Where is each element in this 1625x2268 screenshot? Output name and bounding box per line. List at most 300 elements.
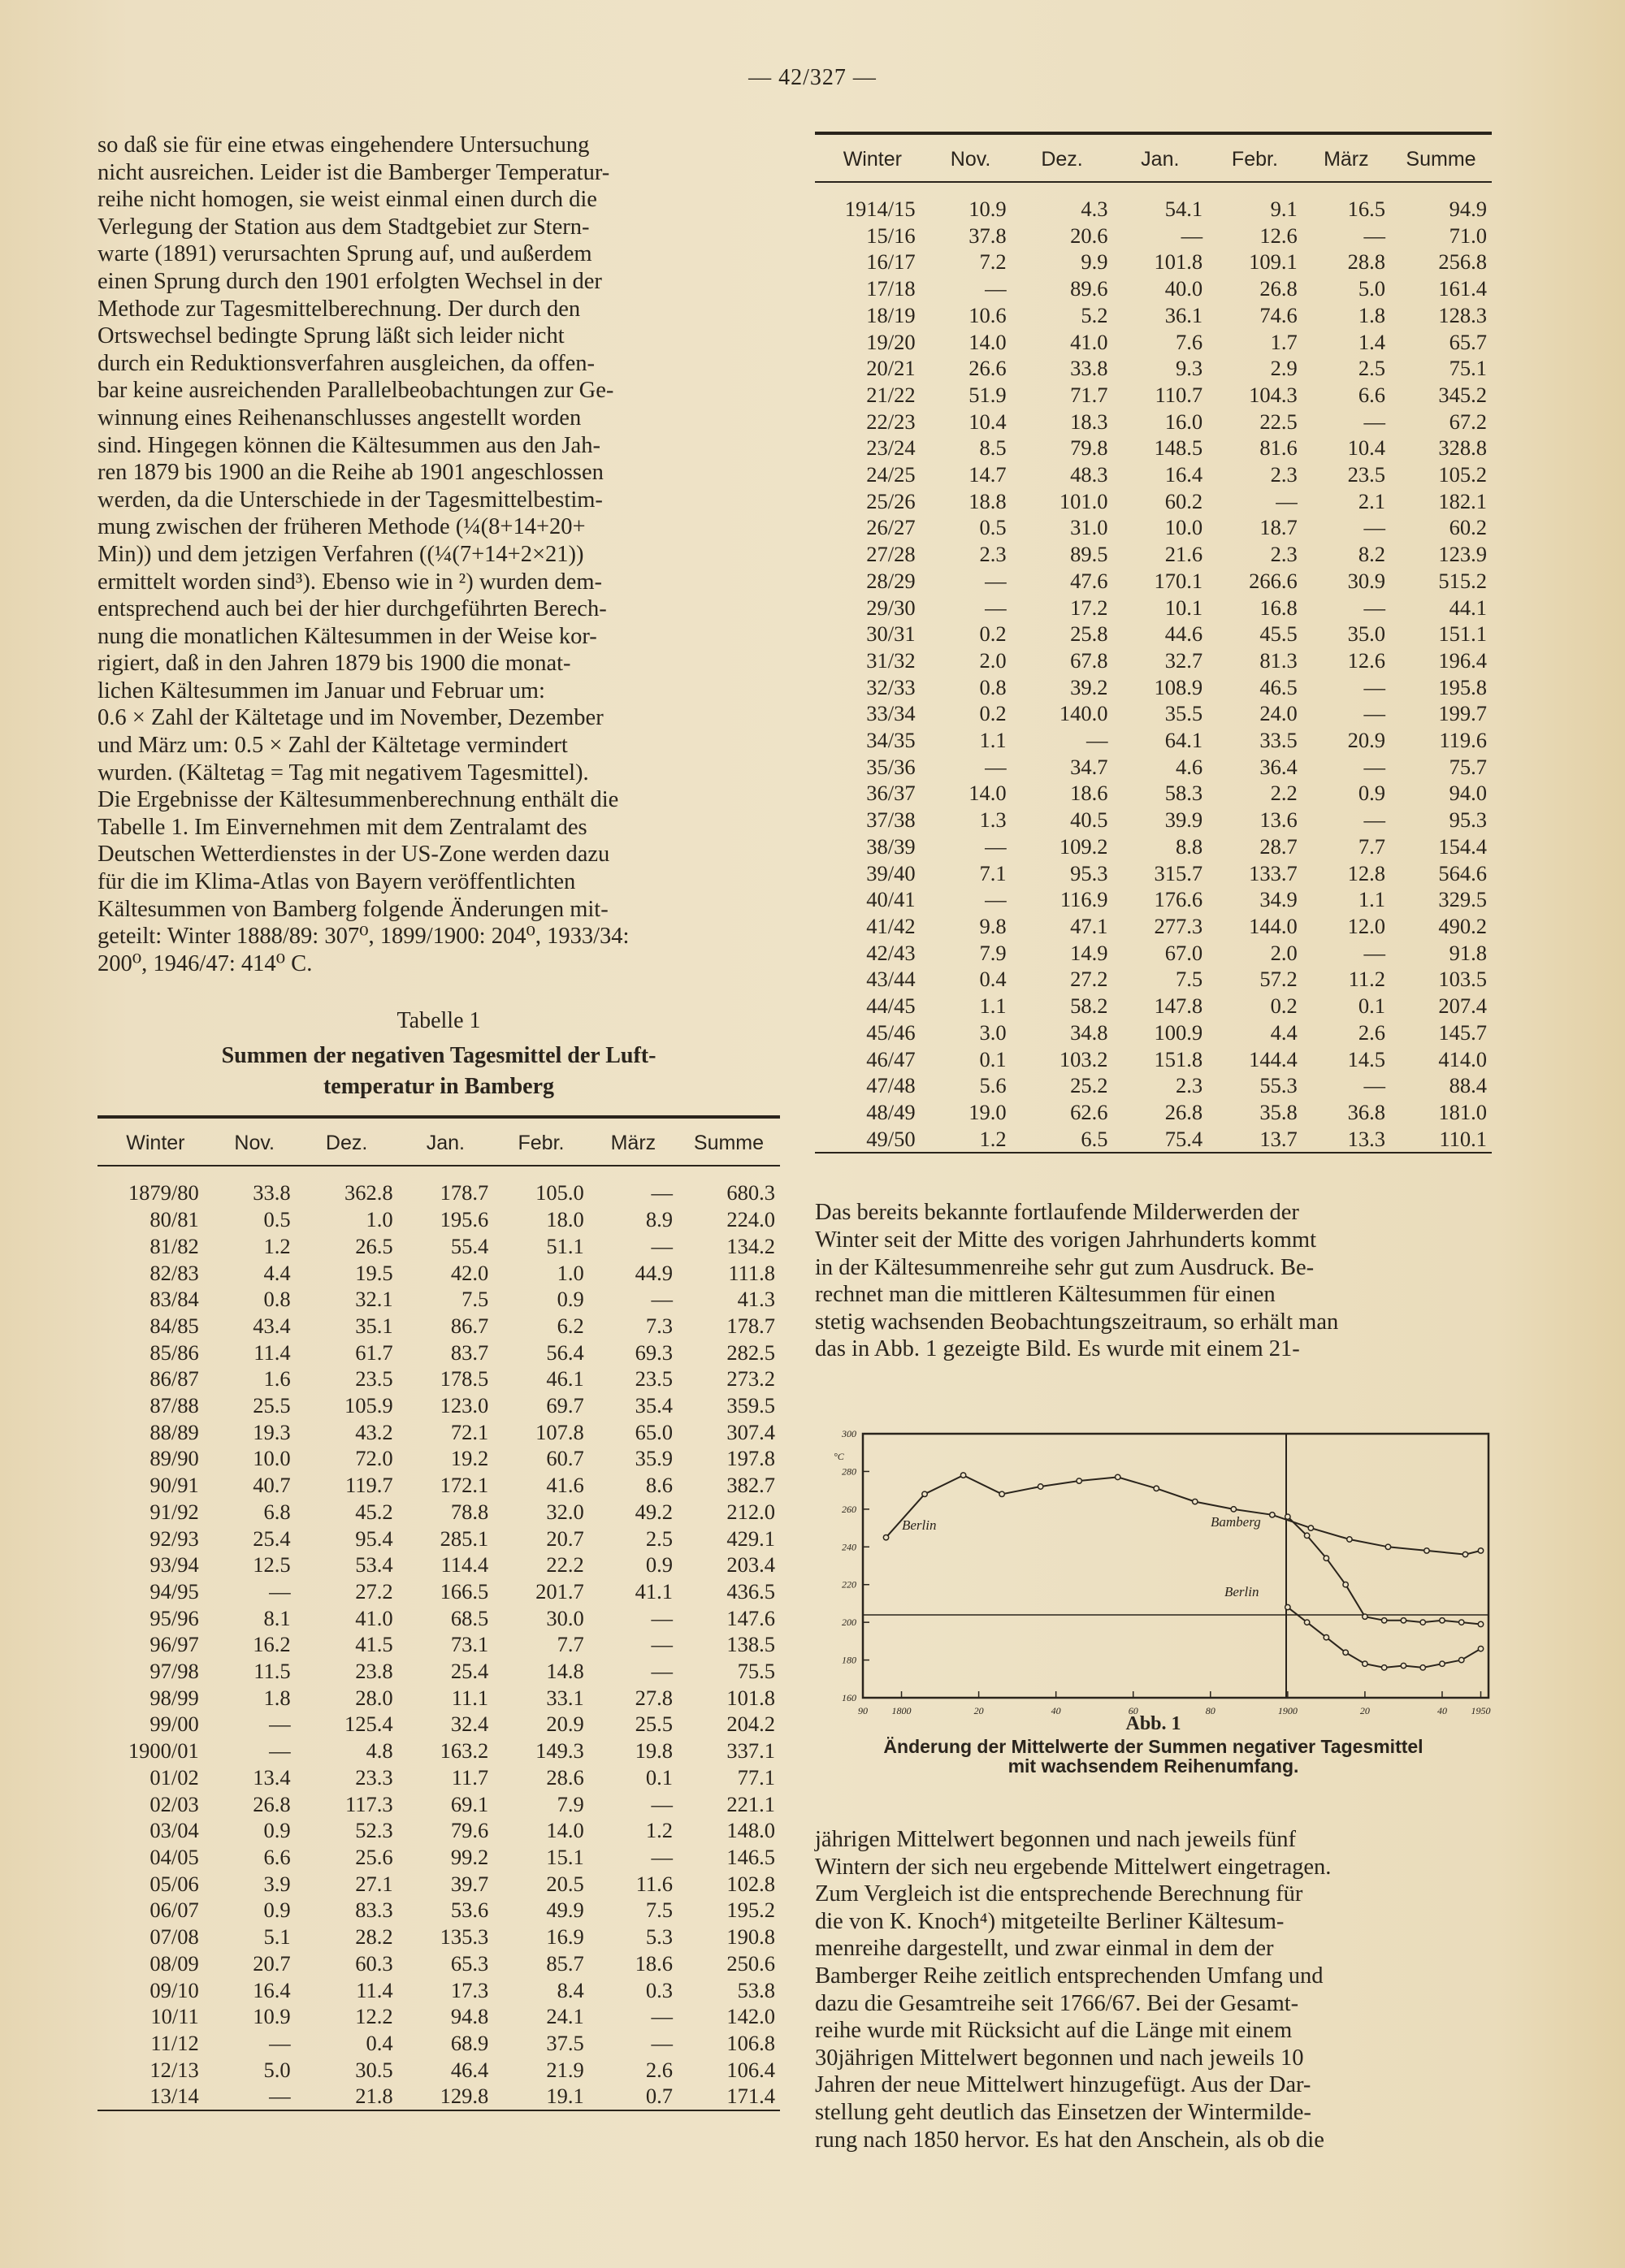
table-title-line-2: temperatur in Bamberg [323,1074,555,1100]
table-cell: 36.8 [1347,1099,1385,1124]
table-row [815,568,1492,595]
table-cell: 21.8 [296,2083,398,2110]
text-line: lichen Kältesummen im Januar und Februar um: [98,677,545,703]
table-cell: 2.0 [1270,940,1298,965]
table-cell: 34.9 [1259,887,1298,912]
table-row [98,1950,780,1977]
table-row [815,886,1492,913]
table-cell: 35.1 [355,1313,393,1338]
right-paragraph-1 [815,1199,1492,1363]
table-row [98,1313,780,1340]
y-tick-label: 200 [842,1617,856,1629]
right-column [815,132,1492,1363]
table-cell: 250.6 [726,1950,775,1976]
table-cell: 13.7 [1207,1126,1302,1153]
text-line: stetig wachsenden Beobachtungszeitraum, so erhält man [815,1309,1339,1335]
table-cell: 0.5 [263,1207,291,1232]
table-cell: — [1363,940,1385,965]
table-cell: 154.4 [1438,833,1487,859]
table-cell: 42/43 [866,940,916,965]
table-cell: 35.9 [635,1446,673,1471]
table-cell: 2.2 [1270,781,1298,806]
figure-caption [815,1714,1492,1776]
table-cell: 37/38 [866,807,916,833]
label-berlin-period: Berlin [1224,1584,1259,1599]
text-line: Verlegung der Station aus dem Stadtgebiet zur Stern- [98,214,590,240]
table-cell: — [985,833,1007,859]
table-row [98,1526,780,1552]
table-row [98,1817,780,1844]
table-cell: 54.1 [1164,197,1203,221]
table-cell: 93/94 [150,1552,199,1578]
table-cell: 10/11 [150,2004,199,2029]
table-cell: 36/37 [866,781,916,806]
table-row [815,275,1492,302]
table-row [98,1552,780,1578]
header-dez: Dez. [296,1117,398,1166]
table-cell: 7.9 [557,1791,584,1816]
table-cell: 176.6 [1154,887,1203,912]
table-cell: 6.6 [263,1844,291,1869]
table-cell: 109.1 [1249,249,1298,275]
page-number: — 42/327 — [748,65,877,90]
header-nov: Nov. [930,133,1012,182]
table-cell: 7.7 [557,1632,584,1657]
table-cell: 146.5 [726,1844,775,1869]
table-cell: 1.4 [1358,329,1385,354]
text-line: sind. Hingegen können die Kältesummen aus den Jah- [98,432,600,458]
table-row [98,1738,780,1764]
table-cell: 77.1 [737,1764,775,1790]
data-point [960,1473,965,1478]
text-line: nicht ausreichen. Leider ist die Bamberger Temperatur- [98,159,610,185]
data-point [1231,1507,1236,1512]
table-cell: 0.7 [589,2083,678,2110]
table-cell: 28.0 [355,1685,393,1710]
table-cell: 12.6 [1347,647,1385,673]
data-point [1420,1665,1425,1670]
table-cell: — [214,2083,296,2110]
table-cell: 72.0 [355,1446,393,1471]
table-cell: — [651,1844,673,1869]
table-cell: 101.0 [1059,488,1108,513]
table-cell: 26.8 [1259,276,1298,301]
table-cell: — [651,1180,673,1205]
table-cell: 95/96 [150,1605,199,1630]
table-cell: 12.8 [1347,860,1385,885]
table-cell: 212.0 [726,1499,775,1524]
table-row [98,2083,780,2110]
table-cell: 46.4 [450,2057,489,2082]
table-cell: 45.2 [355,1499,393,1524]
table-cell: 119.7 [344,1473,393,1498]
table-cell: 14.7 [968,462,1007,487]
table-cell: 01/02 [150,1764,199,1790]
table-cell: — [651,1605,673,1630]
header-maerz: März [589,1117,678,1166]
table-cell: 86.7 [450,1313,489,1338]
table-cell: 207.4 [1438,993,1487,1019]
text-line: Methode zur Tagesmittelberechnung. Der durch den [98,296,581,322]
table-cell: 11.4 [356,1977,393,2002]
table-cell: 103.2 [1059,1046,1108,1071]
table-cell: 25.5 [635,1712,673,1737]
y-tick-label: 240 [842,1541,856,1553]
table-cell: — [1363,701,1385,726]
table-cell: 7.1 [979,860,1007,885]
y-tick-label: 280 [842,1465,856,1478]
table-cell: 359.5 [726,1393,775,1418]
table-cell: 83.3 [355,1898,393,1923]
table-cell: 16.2 [253,1632,291,1657]
table-cell: 56.4 [546,1340,584,1365]
table-cell: 75.7 [1449,754,1487,779]
table-cell: 4.4 [1270,1019,1298,1045]
table-cell: — [269,1738,291,1764]
table-cell: 4.3 [1081,197,1108,221]
table-cell: 144.0 [1249,913,1298,938]
data-point [922,1491,927,1496]
text-line: das in Abb. 1 gezeigte Bild. Es wurde mit einem 21- [815,1336,1300,1362]
table-cell: 65.0 [635,1419,673,1444]
table-cell: 81.3 [1259,647,1298,673]
table-cell: 22/23 [866,409,916,434]
table-cell: 564.6 [1438,860,1487,885]
table-cell: 203.4 [726,1552,775,1578]
data-point [1343,1582,1348,1587]
table-cell: 36.4 [1259,754,1298,779]
table-cell: 195.6 [440,1207,489,1232]
data-point [1459,1657,1464,1662]
table-cell: 6.6 [1358,382,1385,407]
table-cell: 345.2 [1438,382,1487,407]
table-cell: 35.0 [1347,621,1385,647]
table-cell: 88/89 [150,1419,199,1444]
table-row [98,1206,780,1233]
table-row [98,1977,780,2004]
table-cell: 62.6 [1070,1099,1108,1124]
table-cell: 33.8 [1070,356,1108,381]
table-cell: 40.7 [253,1473,291,1498]
table-cell: 28/29 [866,568,916,593]
table-cell: 95.4 [355,1526,393,1551]
table-cell: 68.5 [450,1605,489,1630]
table-cell: 27.8 [635,1685,673,1710]
table-cell: 40.5 [1070,807,1108,833]
table-cell: 41.0 [1070,329,1108,354]
table-row [98,1924,780,1950]
table-cell: 0.2 [979,621,1007,647]
table-cell: 125.4 [344,1712,393,1737]
table-row [98,1631,780,1658]
table-cell: 26.8 [1164,1099,1203,1124]
table-cell: — [1363,807,1385,833]
text-line: und März um: 0.5 × Zahl der Kältetage vermindert [98,733,568,759]
table-cell: 256.8 [1438,249,1487,275]
table-cell: 20.5 [546,1871,584,1896]
table-cell: 25.4 [253,1526,291,1551]
text-line: durch ein Reduktionsverfahren ausgleichen, da offen- [98,350,595,376]
table-cell: 1.1 [1358,887,1385,912]
data-point [1401,1663,1406,1668]
table-cell: 382.7 [726,1473,775,1498]
table-cell: 0.2 [1270,993,1298,1019]
table-cell: 49.9 [546,1898,584,1923]
text-line: bar keine ausreichenden Parallelbeobachtungen zur Ge- [98,378,614,404]
header-febr: Febr. [1207,133,1302,182]
header-summe: Summe [678,1117,780,1166]
table-title [98,1041,780,1102]
table-cell: 2.5 [645,1526,673,1551]
text-line: rigiert, daß in den Jahren 1879 bis 1900 die monat- [98,651,571,677]
figure-caption-line-2: mit wachsendem Reihenumfang. [1008,1755,1299,1777]
table-cell: — [651,2004,673,2029]
table-row [98,2057,780,2084]
table-row [98,1605,780,1632]
table-cell: 170.1 [1154,568,1203,593]
figure-frame [863,1434,1488,1698]
table-cell: 4.8 [366,1738,393,1764]
table-cell: 79.6 [450,1818,489,1843]
table-cell: 75.5 [737,1659,775,1684]
text-line: ren 1879 bis 1900 an die Reihe ab 1901 angeschlossen [98,460,604,486]
table-cell: 27.1 [355,1871,393,1896]
data-point [1478,1621,1483,1626]
table-row [815,647,1492,674]
table-cell: 337.1 [726,1738,775,1764]
table-cell: 1879/80 [128,1180,199,1205]
table-cell: 18.7 [1259,515,1298,540]
text-line: rechnet man die mittleren Kältesummen für einen [815,1282,1276,1308]
text-line: Jahren der neue Mittelwert hinzugefügt. Aus der Dar- [815,2072,1311,2098]
table-cell: 41/42 [866,913,916,938]
table-cell: 11/12 [150,2030,199,2055]
table-cell: 85/86 [150,1340,199,1365]
table-cell: 12.5 [253,1552,291,1578]
header-jan: Jan. [1113,133,1208,182]
table-cell: 273.2 [726,1366,775,1392]
table-cell: 197.8 [726,1446,775,1471]
table-row [815,860,1492,887]
table-row [98,1286,780,1313]
table-cell: 58.2 [1070,993,1108,1019]
table-cell: 1900/01 [128,1738,199,1764]
text-line: Ortswechsel bedingte Sprung läßt sich leider nicht [98,323,565,349]
table-cell: 67.8 [1070,647,1108,673]
header-winter: Winter [815,133,930,182]
table-cell: 23.5 [1347,462,1385,487]
table-cell: 436.5 [726,1578,775,1604]
table-cell: 123.0 [440,1393,489,1418]
text-line: einen Sprung durch den 1901 erfolgten Wechsel in der [98,268,602,294]
text-line: Die Ergebnisse der Kältesummenberechnung enthält die [98,787,619,813]
table-cell: 40.0 [1164,276,1203,301]
table-cell: 30.5 [355,2057,393,2082]
table-cell: 32.0 [546,1499,584,1524]
table-cell: 94/95 [150,1578,199,1604]
table-cell: 87/88 [150,1393,199,1418]
table-row [98,1472,780,1499]
table-cell: 45.5 [1259,621,1298,647]
table-cell: 100.9 [1154,1019,1203,1045]
data-point [1381,1665,1386,1670]
table-cell: 2.5 [1358,356,1385,381]
table-cell: 30.9 [1347,568,1385,593]
table-cell: 12.0 [1347,913,1385,938]
data-point [1116,1474,1120,1479]
table-row [815,435,1492,461]
table-cell: 88.4 [1449,1073,1487,1098]
table-cell: 46.1 [546,1366,584,1392]
table-cell: 8.9 [645,1207,673,1232]
y-tick-label: 260 [842,1503,856,1515]
table-right [815,132,1492,1153]
table-cell: 25.5 [253,1393,291,1418]
table-cell: 8.1 [263,1605,291,1630]
data-point [1308,1526,1313,1530]
series-line-0 [886,1475,1481,1555]
table-cell: 20.9 [546,1712,584,1737]
table-cell: — [1363,409,1385,434]
table-cell: 1.8 [263,1685,291,1710]
table-cell: 362.8 [344,1180,393,1205]
data-point [1478,1548,1483,1553]
table-left-body [98,1166,780,2110]
data-point [1347,1537,1352,1542]
table-cell: 178.5 [440,1366,489,1392]
table-cell: 196.4 [1438,647,1487,673]
table-cell: 91.8 [1449,940,1487,965]
header-nov: Nov. [214,1117,296,1166]
table-cell: 111.8 [728,1260,775,1285]
table-row [815,674,1492,701]
text-line: 0.6 × Zahl der Kältetage und im November, Dezember [98,705,604,731]
table-cell: 84/85 [150,1313,199,1338]
table-cell: 429.1 [726,1526,775,1551]
table-cell: 36.1 [1164,302,1203,327]
table-cell: 147.6 [726,1605,775,1630]
table-cell: 81.6 [1259,435,1298,461]
table-cell: 74.6 [1259,302,1298,327]
table-cell: 195.8 [1438,674,1487,699]
table-cell: 33/34 [866,701,916,726]
table-cell: 8.2 [1358,542,1385,567]
table-cell: 79.8 [1070,435,1108,461]
table-cell: 1.7 [1270,329,1298,354]
table-cell: 2.3 [1270,542,1298,567]
table-cell: — [985,595,1007,620]
table-cell: 85.7 [546,1950,584,1976]
table-cell: 181.0 [1438,1099,1487,1124]
table-cell: 490.2 [1438,913,1487,938]
table-cell: 14.8 [546,1659,584,1684]
table-cell: 16.0 [1164,409,1203,434]
text-line: warte (1891) verursachten Sprung auf, und außerdem [98,241,592,267]
table-cell: 307.4 [726,1419,775,1444]
table-row [98,1685,780,1712]
table-cell: 44.1 [1449,595,1487,620]
table-cell: — [1363,515,1385,540]
table-cell: 41.1 [635,1578,673,1604]
table-cell: 53.6 [450,1898,489,1923]
table-cell: 21/22 [866,382,916,407]
table-cell: 35.4 [635,1393,673,1418]
series-line-1 [1288,1517,1481,1624]
text-line: Kältesummen von Bamberg folgende Änderungen mit- [98,896,609,922]
table-cell: 1.0 [557,1260,584,1285]
table-cell: 11.4 [254,1340,291,1365]
table-cell: 7.3 [645,1313,673,1338]
data-point [1363,1614,1367,1619]
table-cell: 329.5 [1438,887,1487,912]
header-winter: Winter [98,1117,214,1166]
header-febr: Febr. [493,1117,589,1166]
table-row [815,1046,1492,1073]
table-cell: 23.5 [635,1366,673,1392]
table-cell: 315.7 [1154,860,1203,885]
table-cell: 6.2 [557,1313,584,1338]
table-cell: 18.0 [546,1207,584,1232]
table-cell: 15/16 [866,223,916,248]
table-cell: 61.7 [355,1340,393,1365]
table-cell: 138.5 [726,1632,775,1657]
table-cell: 204.2 [726,1712,775,1737]
data-point [1420,1620,1425,1625]
data-point [1343,1650,1348,1655]
table-right-body [815,182,1492,1153]
table-cell: 5.1 [263,1924,291,1950]
table-cell: 224.0 [726,1207,775,1232]
data-point [1077,1478,1081,1483]
figure-abb-1 [821,1426,1495,1751]
table-cell: 178.7 [726,1313,775,1338]
table-cell: 20.9 [1347,728,1385,753]
table-cell: 0.8 [263,1287,291,1312]
table-row [815,621,1492,647]
table-cell: 1.3 [979,807,1007,833]
data-point [1304,1533,1309,1538]
table-row [815,1072,1492,1099]
table-cell: 20.7 [253,1950,291,1976]
table-cell: 106.8 [726,2030,775,2055]
table-cell: 26/27 [866,515,916,540]
table-cell: 16.4 [253,1977,291,2002]
table-cell: 7.6 [1175,329,1203,354]
table-cell: 41.5 [355,1632,393,1657]
table-cell: 5.0 [263,2057,291,2082]
table-row [98,1764,780,1791]
series-line-2 [1288,1608,1481,1668]
table-row [98,1897,780,1924]
table-cell: 1.2 [930,1126,1012,1153]
table-cell: 97/98 [150,1659,199,1684]
table-row [98,1711,780,1738]
table-cell: 172.1 [440,1473,489,1498]
table-cell: 81/82 [150,1233,199,1258]
table-cell: 94.8 [450,2004,489,2029]
table-cell: 116.9 [1060,887,1108,912]
table-cell: 8.8 [1175,833,1203,859]
table-cell: 2.3 [1270,462,1298,487]
table-cell: 27.2 [1070,967,1108,992]
text-line: Wintern der sich neu ergebende Mittelwert eingetragen. [815,1854,1332,1880]
table-title-line-1: Summen der negativen Tagesmittel der Luft- [221,1043,656,1069]
data-point [1154,1486,1159,1491]
table-cell: 12.6 [1259,223,1298,248]
table-cell: 47.1 [1070,913,1108,938]
table-cell: 65.7 [1449,329,1487,354]
table-cell: 25/26 [866,488,916,513]
